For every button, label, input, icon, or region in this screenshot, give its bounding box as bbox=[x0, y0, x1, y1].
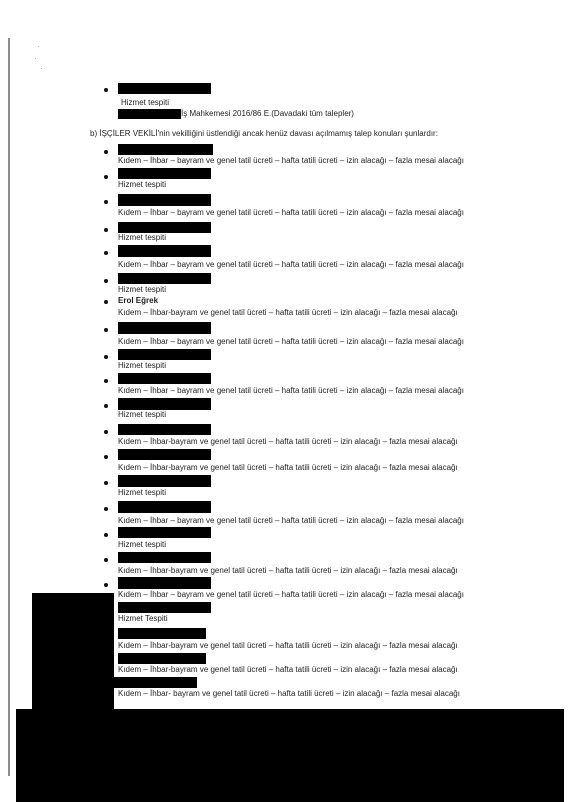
list-bullet bbox=[104, 150, 108, 154]
redaction-bar bbox=[118, 83, 211, 94]
list-bullet bbox=[104, 228, 108, 232]
list-bullet bbox=[104, 558, 108, 562]
redaction-bar bbox=[118, 475, 211, 487]
list-line: Kıdem – İhbar – bayram ve genel tatil ücreti – hafta tatili ücreti – izin alacağı – fazla mesai alacağı bbox=[118, 156, 464, 165]
list-bullet bbox=[104, 175, 108, 179]
redaction-bar bbox=[118, 373, 211, 384]
list-line: Kıdem – İhbar-bayram ve genel tatil ücreti – hafta tatili ücreti – izin alacağı – fazla mesai alacağı bbox=[118, 566, 458, 575]
intro-line-2: İş Mahkemesi 2016/86 E.(Davadaki tüm talepler) bbox=[181, 109, 354, 118]
list-line: Hizmet tespiti bbox=[118, 410, 167, 419]
bottom-redaction-left bbox=[32, 593, 114, 713]
redaction-bar bbox=[118, 398, 211, 410]
redaction-bar bbox=[118, 449, 211, 460]
list-bullet bbox=[104, 200, 108, 204]
section-b-text: İŞÇİLER VEKİLİ'nin vekilliğini üstlendiği ancak henüz davası açılmamış talep konuları şunlardır: bbox=[99, 129, 438, 138]
list-line: Hizmet tespiti bbox=[118, 361, 167, 370]
list-bullet bbox=[104, 507, 108, 511]
redaction-bar bbox=[118, 602, 211, 613]
redaction-bar bbox=[118, 109, 181, 119]
list-bullet bbox=[104, 328, 108, 332]
list-bullet bbox=[104, 279, 108, 283]
list-bullet bbox=[104, 455, 108, 459]
list-line: Kıdem – İhbar – bayram ve genel tatil ücreti – hafta tatili ücreti – izin alacağı – fazla mesai alacağı bbox=[118, 516, 464, 525]
scan-speck bbox=[35, 58, 36, 59]
list-bullet bbox=[104, 355, 108, 359]
list-bullet bbox=[104, 430, 108, 434]
bottom-redaction-main bbox=[16, 709, 564, 802]
list-bullet bbox=[104, 533, 108, 537]
redaction-bar bbox=[118, 653, 206, 664]
left-margin-rule bbox=[8, 38, 10, 776]
list-line: Hizmet tespiti bbox=[118, 285, 167, 294]
intro-line-1: Hizmet tespiti bbox=[121, 98, 170, 107]
list-bullet bbox=[104, 251, 108, 255]
redaction-bar bbox=[118, 194, 211, 206]
list-line: Kıdem – İhbar-bayram ve genel tatil ücreti – hafta tatili ücreti – izin alacağı – fazla mesai alacağı bbox=[118, 308, 458, 317]
redaction-bar bbox=[118, 527, 211, 538]
list-line: Kıdem – İhbar- bayram ve genel tatil ücreti – hafta tatili ücreti – izin alacağı – fazla mesai alacağı bbox=[118, 689, 460, 698]
redaction-bar bbox=[118, 424, 211, 435]
redaction-bar bbox=[118, 501, 211, 513]
list-line: Hizmet Tespiti bbox=[118, 614, 168, 623]
section-b-marker: b) bbox=[90, 129, 98, 138]
redaction-bar bbox=[118, 245, 211, 257]
list-line: Hizmet tespiti bbox=[118, 488, 167, 497]
scan-speck bbox=[41, 68, 42, 69]
redaction-bar bbox=[118, 168, 211, 179]
list-line: Kıdem – İhbar-bayram ve genel tatil ücreti – hafta tatili ücreti – izin alacağı – fazla mesai alacağı bbox=[118, 641, 458, 650]
section-b-heading bbox=[90, 129, 438, 138]
redaction-bar bbox=[118, 273, 211, 284]
redaction-bar bbox=[118, 552, 211, 563]
redaction-bar bbox=[118, 628, 206, 639]
list-line: Hizmet tespiti bbox=[118, 180, 167, 189]
redaction-bar bbox=[112, 677, 197, 688]
list-line: Kıdem – İhbar-bayram ve genel tatil ücreti – hafta tatili ücreti – izin alacağı – fazla mesai alacağı bbox=[118, 437, 458, 446]
redaction-bar bbox=[118, 349, 211, 360]
scan-speck bbox=[38, 46, 39, 47]
list-line: Kıdem – İhbar-bayram ve genel tatil ücreti – hafta tatili ücreti – izin alacağı – fazla mesai alacağı bbox=[118, 665, 458, 674]
list-bullet bbox=[104, 583, 108, 587]
list-line: Kıdem – İhbar – bayram ve genel tatil ücreti – hafta tatili ücreti – izin alacağı – fazla mesai alacağı bbox=[118, 590, 464, 599]
list-line: Hizmet tespiti bbox=[118, 540, 167, 549]
list-bullet bbox=[104, 404, 108, 408]
list-line: Hizmet tespiti bbox=[118, 233, 167, 242]
redaction-bar bbox=[118, 577, 211, 589]
list-line: Kıdem – İhbar – bayram ve genel tatil ücreti – hafta tatili ücreti – izin alacağı – fazla mesai alacağı bbox=[118, 386, 464, 395]
list-bullet bbox=[104, 88, 108, 92]
redaction-bar bbox=[118, 322, 211, 334]
list-bullet bbox=[104, 300, 108, 304]
list-bullet bbox=[104, 379, 108, 383]
list-line: Kıdem – İhbar-bayram ve genel tatil ücreti – hafta tatili ücreti – izin alacağı – fazla mesai alacağı bbox=[118, 463, 458, 472]
list-line: Kıdem – İhbar – bayram ve genel tatil ücreti – hafta tatili ücreti – izin alacağı – fazla mesai alacağı bbox=[118, 260, 464, 269]
list-line: Kıdem – İhbar – bayram ve genel tatil ücreti – hafta tatili ücreti – izin alacağı – fazla mesai alacağı bbox=[118, 208, 464, 217]
named-worker: Erol Eğrek bbox=[118, 296, 159, 305]
list-line: Kıdem – İhbar – bayram ve genel tatil ücreti – hafta tatili ücreti – izin alacağı – fazla mesai alacağı bbox=[118, 337, 464, 346]
list-bullet bbox=[104, 481, 108, 485]
redaction-bar bbox=[118, 222, 211, 233]
redaction-bar bbox=[118, 144, 213, 155]
